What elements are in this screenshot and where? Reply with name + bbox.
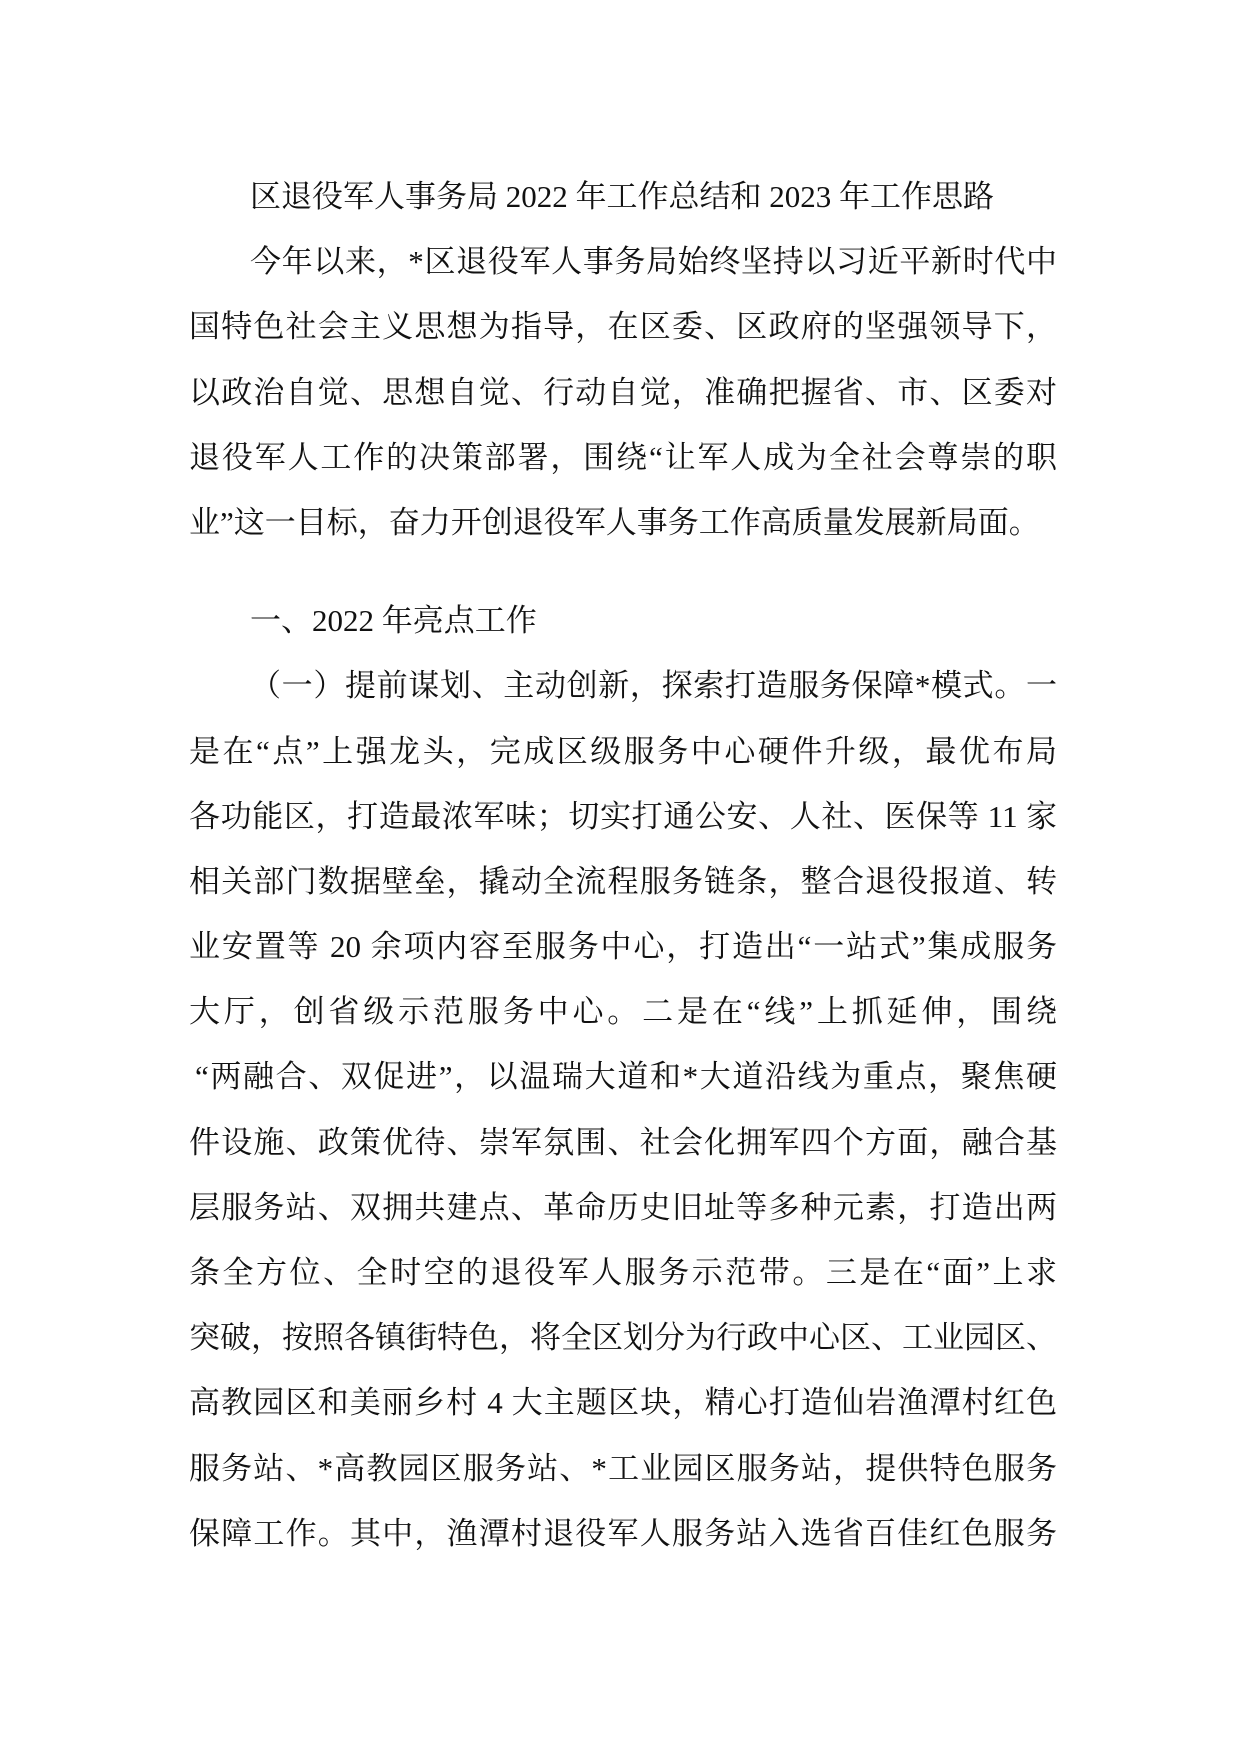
paragraph-line: 是在“点”上强龙头，完成区级服务中心硬件升级，最优布局 bbox=[189, 733, 1057, 769]
paragraph-line: 件设施、政策优待、崇军氛围、社会化拥军四个方面，融合基 bbox=[189, 1124, 1057, 1160]
paragraph-line: 保障工作。其中，渔潭村退役军人服务站入选省百佳红色服务 bbox=[189, 1515, 1057, 1551]
paragraph-line: 层服务站、双拥共建点、革命历史旧址等多种元素，打造出两 bbox=[189, 1189, 1057, 1225]
section-heading: 一、2022 年亮点工作 bbox=[250, 603, 537, 639]
document-title: 区退役军人事务局 2022 年工作总结和 2023 年工作思路 bbox=[250, 179, 994, 214]
paragraph-line: “两融合、双促进”，以温瑞大道和*大道沿线为重点，聚焦硬 bbox=[195, 1059, 1057, 1095]
paragraph-line: （一）提前谋划、主动创新，探索打造服务保障*模式。一 bbox=[250, 668, 1057, 704]
paragraph-spacer bbox=[189, 555, 1057, 588]
paragraph-line: 今年以来，*区退役军人事务局始终坚持以习近平新时代中 bbox=[250, 244, 1057, 280]
paragraph-line: 业”这一目标，奋力开创退役军人事务工作高质量发展新局面。 bbox=[189, 504, 1040, 540]
paragraph-line: 以政治自觉、思想自觉、行动自觉，准确把握省、市、区委对 bbox=[189, 374, 1057, 410]
document-body bbox=[189, 164, 1057, 1566]
paragraph-line: 国特色社会主义思想为指导，在区委、区政府的坚强领导下， bbox=[189, 309, 1057, 345]
paragraph-line: 退役军人工作的决策部署，围绕“让军人成为全社会尊崇的职 bbox=[189, 439, 1057, 475]
paragraph-line: 各功能区，打造最浓军味；切实打通公安、人社、医保等 11 家 bbox=[189, 798, 1057, 834]
paragraph-line: 大厅，创省级示范服务中心。二是在“线”上抓延伸，围绕 bbox=[189, 994, 1057, 1030]
paragraph-line: 服务站、*高教园区服务站、*工业园区服务站，提供特色服务 bbox=[189, 1450, 1057, 1486]
section-paragraph bbox=[189, 653, 1057, 1566]
intro-paragraph bbox=[189, 229, 1057, 555]
paragraph-line: 相关部门数据壁垒，撬动全流程服务链条，整合退役报道、转 bbox=[189, 863, 1057, 899]
paragraph-line: 突破，按照各镇街特色，将全区划分为行政中心区、工业园区、 bbox=[189, 1320, 1057, 1356]
paragraph-line: 业安置等 20 余项内容至服务中心，打造出“一站式”集成服务 bbox=[189, 929, 1057, 965]
paragraph-line: 条全方位、全时空的退役军人服务示范带。三是在“面”上求 bbox=[189, 1255, 1057, 1290]
paragraph-line: 高教园区和美丽乡村 4 大主题区块，精心打造仙岩渔潭村红色 bbox=[189, 1385, 1057, 1421]
